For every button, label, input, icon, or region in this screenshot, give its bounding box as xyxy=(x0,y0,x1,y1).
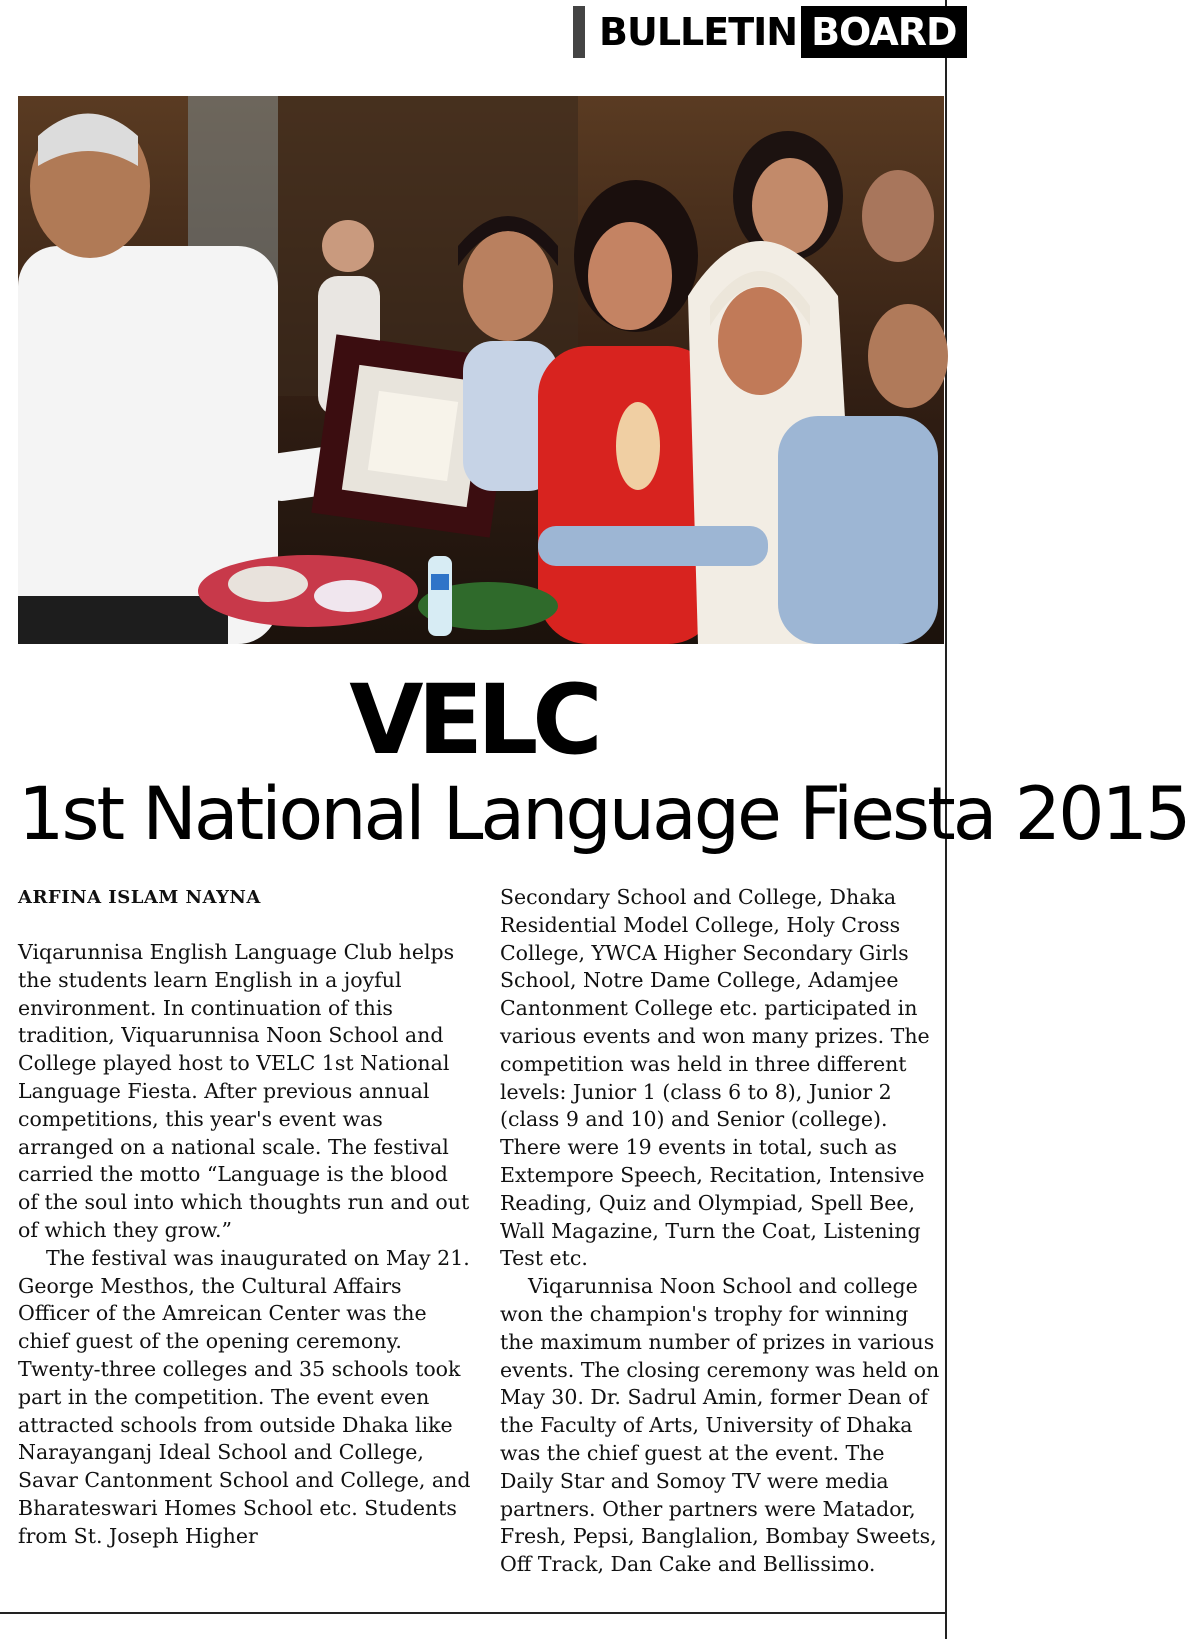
article-column-1 xyxy=(18,884,473,1551)
page-border-bottom xyxy=(0,1612,946,1614)
article-kicker: VELC xyxy=(349,664,597,776)
section-tag-bar xyxy=(573,6,585,58)
paragraph: Secondary School and College, Dhaka Residential Model College, Holy Cross College, YWCA Higher Secondary Girls School, Notre Dame College, Adamjee Cantonment College etc. participated in various events and won many prizes. The competition was held in three different levels: Junior 1 (class 6 to 8), Junior 2 (class 9 and 10) and Senior (college). There were 19 events in total, such as Extempore Speech, Recitation, Intensive Reading, Quiz and Olympiad, Spell Bee, Wall Magazine, Turn the Coat, Listening Test etc. xyxy=(500,885,930,1271)
paragraph: The festival was inaugurated on May 21. George Mesthos, the Cultural Affairs Officer of the Amreican Center was the chief guest of the opening ceremony. Twenty-three colleges and 35 schools took part in the competition. The event even attracted schools from outside Dhaka like Narayanganj Ideal School and College, Savar Cantonment School and College, and Bharateswari Homes School etc. Students from St. Joseph Higher xyxy=(18,1245,471,1548)
section-tag-word-2: BOARD xyxy=(801,6,966,58)
section-tag-word-1: BULLETIN xyxy=(599,10,798,54)
article-column-2 xyxy=(500,884,940,1579)
photo-illustration xyxy=(18,96,944,644)
award-ceremony-photo xyxy=(18,96,944,644)
article-headline: 1st National Language Fiesta 2015 xyxy=(18,772,1188,857)
paragraph: Viqarunnisa Noon School and college won the champion's trophy for winning the maximum number of prizes in various events. The closing ceremony was held on May 30. Dr. Sadrul Amin, former Dean of the Faculty of Arts, University of Dhaka was the chief guest at the event. The Daily Star and Somoy TV were media partners. Other partners were Matador, Fresh, Pepsi, Banglalion, Bombay Sweets, Off Track, Dan Cake and Bellissimo. xyxy=(500,1274,940,1577)
section-tag xyxy=(573,6,967,58)
paragraph: Viqarunnisa English Language Club helps the students learn English in a joyful environment. In continuation of this tradition, Viquarunnisa Noon School and College played host to VELC 1st National Language Fiesta. After previous annual competitions, this year's event was arranged on a national scale. The festival carried the motto “Language is the blood of the soul into which thoughts run and out of which they grow.” xyxy=(18,940,470,1242)
byline: ARFINA ISLAM NAYNA xyxy=(18,887,261,908)
